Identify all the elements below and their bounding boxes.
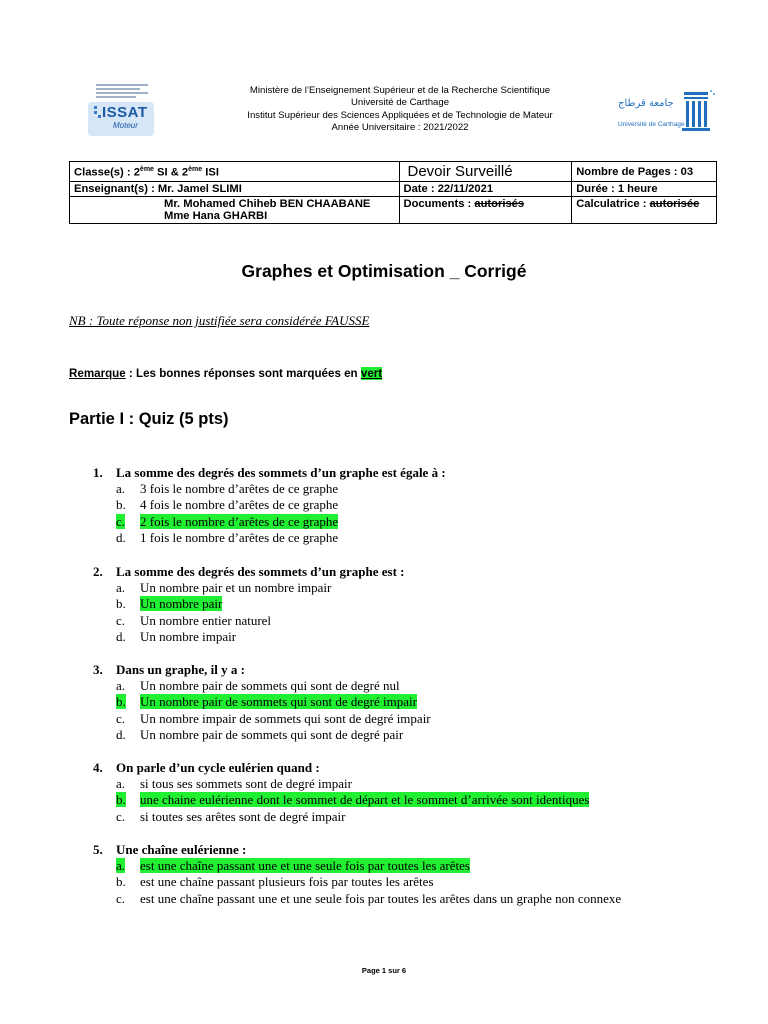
ministry-line: Ministère de l’Enseignement Supérieur et de la Recherche Scientifique <box>249 85 551 96</box>
issat-logo-sub: Moteur <box>113 121 138 130</box>
issat-logo <box>88 82 154 140</box>
option: b. 4 fois le nombre d’arêtes de ce graphe <box>116 497 339 513</box>
svg-text:Université de Carthage: Université de Carthage <box>618 121 685 128</box>
green-word: vert <box>360 367 383 380</box>
option: c. Un nombre entier naturel <box>116 612 272 628</box>
question-5: 5. Une chaîne eulérienne : a. est une chaîne passant une et une seule fois par toutes les arêtes b. est une chaîne passant plusieurs fois par toutes les arêtes c. est une chaîne passant une et une seule fois par toutes les arêtes dans un graphe non connexe <box>93 841 713 907</box>
pages-cell: Nombre de Pages : 03 <box>572 162 717 182</box>
teacher-cell: Enseignant(s) : Mr. Jamel SLIMI <box>70 182 400 197</box>
option: c. est une chaîne passant une et une seule fois par toutes les arêtes dans un graphe non connexe <box>116 890 622 906</box>
exam-info-table <box>69 161 717 224</box>
option: d. Un nombre pair de sommets qui sont de degré pair <box>116 726 404 742</box>
teacher-name: Mme Hana GHARBI <box>164 210 268 222</box>
option-correct: b. une chaine eulérienne dont le sommet de départ et le sommet d’arrivée sont identiques <box>116 792 590 808</box>
info-row <box>70 162 717 182</box>
academic-year-line: Année Universitaire : 2021/2022 <box>331 122 469 134</box>
remark: Remarque : Les bonnes réponses sont marquées en vert <box>69 367 383 380</box>
question-3: 3. Dans un graphe, il y a : a. Un nombre pair de sommets qui sont de degré nul b. Un nombre pair de sommets qui sont de degré impair c. Un nombre impair de sommets qui sont de degré impair d. Un nombre pair de sommets qui sont de degré pair <box>93 661 713 743</box>
option-correct: b. Un nombre pair <box>116 596 223 612</box>
option-correct: a. est une chaîne passant une et une seule fois par toutes les arêtes <box>116 858 470 873</box>
option: d. Un nombre impair <box>116 628 237 644</box>
university-line: Université de Carthage <box>350 97 450 109</box>
option: c. Un nombre impair de sommets qui sont de degré impair <box>116 710 431 726</box>
option: c. si toutes ses arêtes sont de degré impair <box>116 808 346 824</box>
option: a. Un nombre pair de sommets qui sont de degré nul <box>116 678 400 693</box>
issat-logo-word: ISSAT <box>102 104 148 121</box>
part-title: Partie I : Quiz (5 pts) <box>69 410 229 428</box>
question-2: 2. La somme des degrés des sommets d’un graphe est : a. Un nombre pair et un nombre impair b. Un nombre pair c. Un nombre entier naturel d. Un nombre impair <box>93 563 713 645</box>
option-correct: b. Un nombre pair de sommets qui sont de degré impair <box>116 694 417 710</box>
page-title: Graphes et Optimisation _ Corrigé <box>241 261 527 281</box>
option: a. si tous ses sommets sont de degré impair <box>116 776 352 791</box>
page-number: Page 1 sur 6 <box>361 966 407 975</box>
info-row <box>70 182 717 197</box>
institution-lines <box>200 85 600 135</box>
teacher-name: Mr. Mohamed Chiheb BEN CHAABANE <box>164 198 371 210</box>
option: d. 1 fois le nombre d’arêtes de ce graphe <box>116 529 339 545</box>
documents-cell: Documents : autorisés <box>399 197 572 224</box>
calculator-cell: Calculatrice : autorisée <box>572 197 717 224</box>
duration-cell: Durée : 1 heure <box>572 182 717 197</box>
institute-line: Institut Supérieur des Sciences Appliquées et de Technologie de Mateur <box>247 109 553 121</box>
columns-icon <box>616 82 716 140</box>
question-4: 4. On parle d’un cycle eulérien quand : a. si tous ses sommets sont de degré impair b. une chaine eulérienne dont le sommet de départ et le sommet d’arrivée sont identiques c. si toutes ses arêtes sont de degré impair <box>93 759 713 825</box>
nb-note: NB : Toute réponse non justifiée sera considérée FAUSSE <box>69 313 370 328</box>
carthage-university-logo <box>616 82 716 140</box>
option-correct: c. 2 fois le nombre d’arêtes de ce graphe <box>116 513 339 529</box>
option: a. 3 fois le nombre d’arêtes de ce graphe <box>116 481 339 496</box>
classes-cell: Classe(s) : 2ème SI & 2ème ISI <box>70 162 400 182</box>
date-cell: Date : 22/11/2021 <box>399 182 572 197</box>
info-row <box>70 197 717 224</box>
question-1: 1. La somme des degrés des sommets d’un graphe est égale à : a. 3 fois le nombre d’arêtes de ce graphe b. 4 fois le nombre d’arêtes de ce graphe c. 2 fois le nombre d’arêtes de ce graphe d. 1 fois le nombre d’arêtes de ce graphe <box>93 464 713 546</box>
other-teachers-cell <box>70 197 400 224</box>
option: a. Un nombre pair et un nombre impair <box>116 580 332 595</box>
devoir-surveille-cell: Devoir Surveillé <box>399 162 572 182</box>
svg-text:جامعة قرطاج: جامعة قرطاج <box>618 98 674 109</box>
option: b. est une chaîne passant plusieurs fois par toutes les arêtes <box>116 874 434 890</box>
page-header <box>0 82 768 142</box>
